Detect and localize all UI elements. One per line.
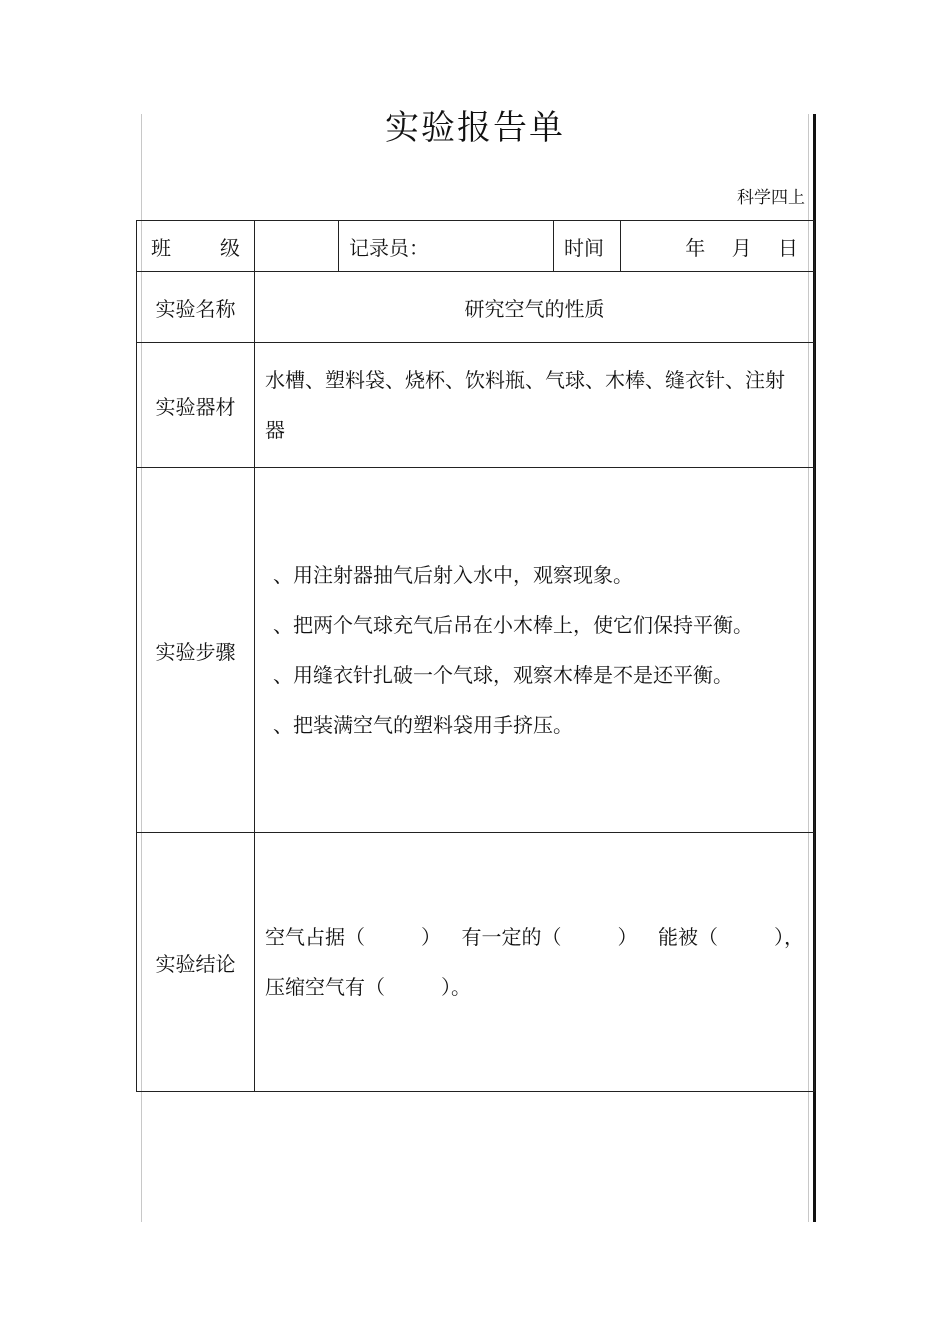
experiment-name-value: 研究空气的性质	[255, 272, 815, 343]
time-label: 时间	[554, 221, 621, 272]
conclusion-blank-4[interactable]: 压缩空气有（ ）。	[265, 975, 471, 999]
month-label: 月	[731, 235, 752, 260]
class-label-cell	[137, 221, 255, 272]
experiment-name-label: 实验名称	[137, 272, 255, 343]
conclusion-label: 实验结论	[137, 833, 255, 1092]
step-item-1: 、用注射器抽气后射入水中，观察现象。	[273, 563, 633, 587]
step-item-2: 、把两个气球充气后吊在小木棒上，使它们保持平衡。	[273, 613, 753, 637]
step-item-3: 、用缝衣针扎破一个气球，观察木棒是不是还平衡。	[273, 663, 733, 687]
conclusion-blank-3[interactable]: 能被（ ），	[658, 925, 804, 949]
recorder-label[interactable]: 记录员：	[339, 221, 554, 272]
date-field[interactable]	[621, 221, 815, 272]
class-value-field[interactable]	[255, 221, 339, 272]
materials-row	[137, 343, 815, 468]
steps-row	[137, 468, 815, 833]
step-item-4: 、把装满空气的塑料袋用手挤压。	[273, 713, 573, 737]
day-label: 日	[778, 235, 798, 260]
materials-label: 实验器材	[137, 343, 255, 468]
year-label: 年	[685, 235, 706, 260]
conclusion-row	[137, 833, 815, 1092]
page-title: 实验报告单	[385, 108, 565, 148]
info-row	[137, 221, 815, 272]
class-label-char-2: 级	[220, 235, 240, 260]
conclusion-line-1	[265, 912, 804, 962]
steps-label: 实验步骤	[137, 468, 255, 833]
conclusion-blank-2[interactable]: 有一定的（ ）	[461, 925, 638, 949]
conclusion-line-2	[265, 962, 804, 1012]
class-label-char-1: 班	[151, 235, 171, 260]
steps-cell	[255, 468, 815, 833]
name-row	[137, 272, 815, 343]
materials-value: 水槽、塑料袋、烧杯、饮料瓶、气球、木棒、缝衣针、注射器	[255, 343, 815, 468]
report-table	[136, 220, 815, 1092]
conclusion-cell	[255, 833, 815, 1092]
steps-list	[255, 550, 814, 750]
conclusion-blank-1[interactable]: 空气占据（ ）	[265, 925, 441, 949]
subject-label: 科学四上	[737, 188, 805, 208]
